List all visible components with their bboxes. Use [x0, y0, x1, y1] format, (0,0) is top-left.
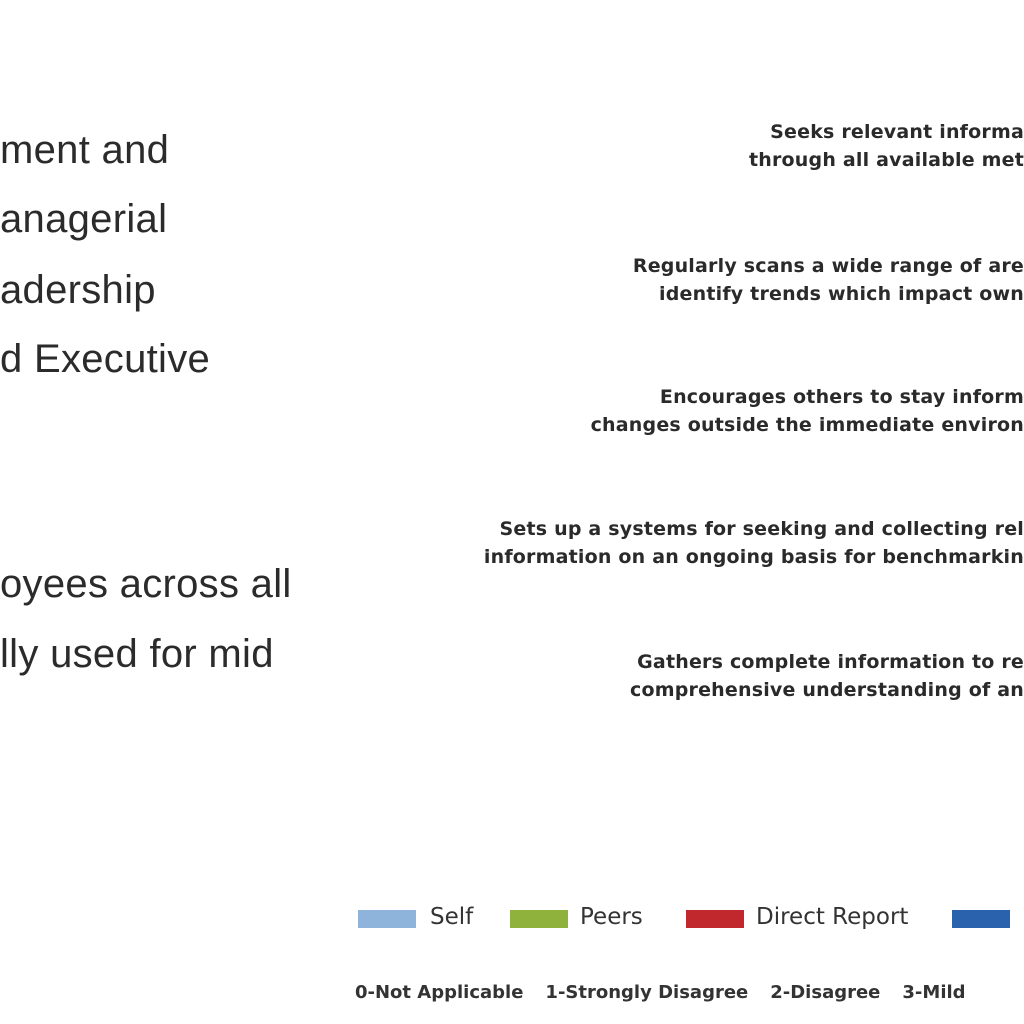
legend-swatch	[686, 910, 744, 928]
left-text-line-5: oyees across all	[0, 562, 292, 606]
category-label-line: comprehensive understanding of an	[629, 679, 1024, 701]
legend-swatch	[952, 910, 1010, 928]
category-label-line: identify trends which impact own	[659, 283, 1024, 305]
left-text-line-2: anagerial	[0, 197, 168, 241]
scale-label: 3-Mild	[902, 982, 966, 1003]
scale-label: 0-Not Applicable	[355, 982, 524, 1003]
legend-label: Direct Report	[756, 904, 909, 930]
rating-scale	[355, 982, 988, 1003]
left-text-line-6: lly used for mid	[0, 632, 274, 676]
scale-label: 2-Disagree	[770, 982, 881, 1003]
category-label-line: Encourages others to stay inform	[659, 386, 1024, 408]
category-label-line: Sets up a systems for seeking and collecting rel	[499, 518, 1024, 540]
legend-label: Self	[430, 904, 474, 930]
legend-swatch	[510, 910, 568, 928]
legend-swatch	[358, 910, 416, 928]
category-label-line: information on an ongoing basis for benchmarkin	[483, 546, 1024, 568]
left-text-line-3: adership	[0, 268, 156, 312]
left-text-line-4: d Executive	[0, 337, 211, 381]
category-label-line: Seeks relevant informa	[770, 121, 1024, 143]
category-label-line: Regularly scans a wide range of are	[632, 255, 1024, 277]
category-label	[484, 515, 1024, 571]
category-label	[633, 252, 1024, 308]
scale-label: 1-Strongly Disagree	[545, 982, 749, 1003]
category-label-line: through all available met	[748, 149, 1024, 171]
category-label	[591, 383, 1024, 439]
legend-label: Peers	[580, 904, 643, 930]
legend	[358, 900, 1024, 940]
category-label-line: changes outside the immediate environ	[590, 414, 1024, 436]
category-label	[630, 648, 1024, 704]
left-text-line-1: ment and	[0, 128, 170, 172]
category-label	[749, 118, 1024, 174]
category-label-line: Gathers complete information to re	[637, 651, 1024, 673]
